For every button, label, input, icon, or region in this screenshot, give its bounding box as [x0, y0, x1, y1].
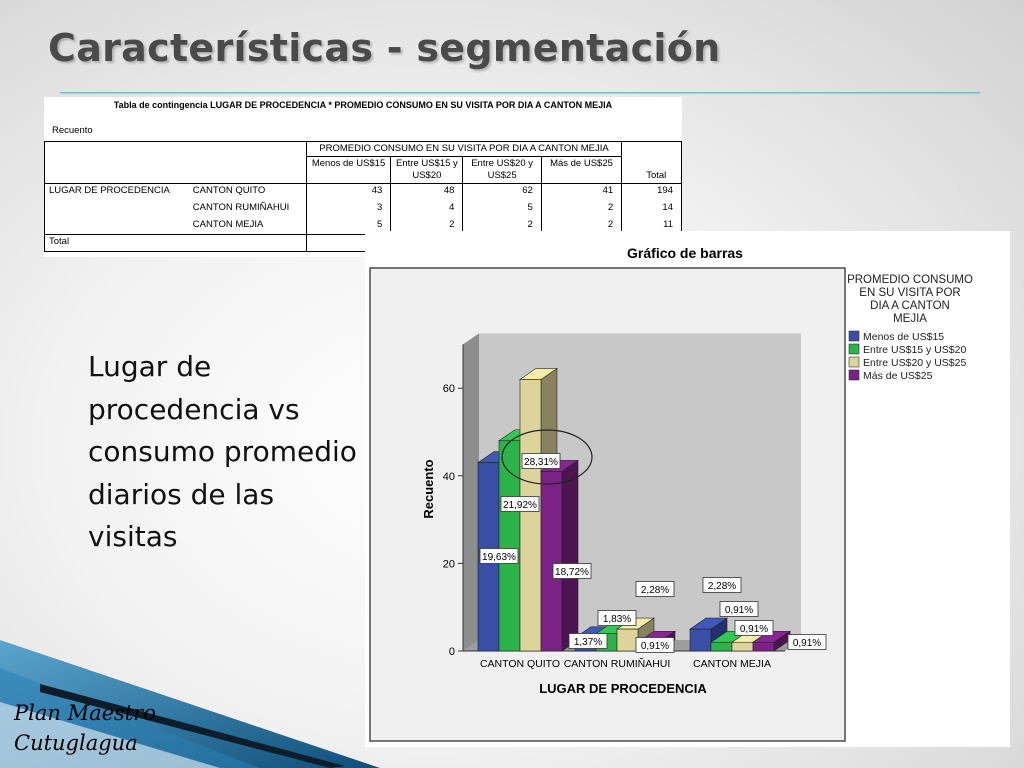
table-cell: 2	[541, 201, 621, 218]
group-header: PROMEDIO CONSUMO EN SU VISITA POR DIA A CANTON MEJIA	[306, 142, 621, 157]
data-label: 1,83%	[602, 614, 632, 625]
count-label: Recuento	[52, 125, 93, 136]
table-caption: Tabla de contingencia LUGAR DE PROCEDENCIA * PROMEDIO CONSUMO EN SU VISITA POR DIA A CANTON MEJIA	[113, 100, 613, 110]
bar	[732, 642, 753, 651]
bar	[753, 642, 774, 651]
table-cell: 2	[541, 218, 621, 235]
table-cell: 41	[541, 184, 621, 201]
data-label: 1,37%	[573, 637, 603, 648]
col-header: Menos de US$15	[306, 157, 391, 184]
data-label: 0,91%	[640, 641, 670, 652]
table-cell: 11	[622, 218, 682, 235]
table-cell: 2	[391, 218, 463, 235]
table-cell: 43	[306, 184, 391, 201]
legend-swatch	[849, 344, 859, 354]
table-cell: 4	[391, 201, 463, 218]
col-header: Más de US$25	[541, 157, 621, 184]
data-label: 2,28%	[707, 581, 737, 592]
table-cell: 3	[306, 201, 391, 218]
plot-side-wall	[463, 333, 479, 651]
table-cell: 48	[391, 184, 463, 201]
row-group-label: LUGAR DE PROCEDENCIA	[45, 184, 189, 235]
legend-swatch	[849, 370, 859, 380]
legend-entry: Entre US$15 y US$20	[863, 344, 967, 356]
x-axis-label: LUGAR DE PROCEDENCIA	[539, 681, 707, 696]
legend-title-line: EN SU VISITA POR	[859, 287, 961, 299]
legend-title-line: PROMEDIO CONSUMO	[847, 274, 973, 286]
table-cell: 5	[306, 218, 391, 235]
data-label: 0,91%	[792, 638, 822, 649]
chart-title: Gráfico de barras	[627, 245, 743, 261]
total-row-label: Total	[45, 235, 307, 252]
row-label: CANTON RUMIÑAHUI	[192, 201, 290, 213]
bar-chart	[365, 231, 1010, 747]
y-axis-label: Recuento	[421, 459, 436, 519]
table-cell: 14	[622, 201, 682, 218]
y-tick-label: 0	[448, 646, 455, 658]
legend-entry: Más de US$25	[863, 370, 933, 382]
bullet-text: Lugar de procedencia vs consumo promedio diarios de las visitas	[88, 350, 357, 553]
data-label: 2,28%	[640, 585, 670, 596]
bar-side	[562, 460, 578, 651]
footer-line: Plan Maestro	[14, 701, 156, 725]
row-label: CANTON QUITO	[192, 185, 266, 196]
col-header-total: Total	[622, 142, 682, 184]
y-tick-label: 40	[442, 470, 455, 483]
x-tick-label: CANTON QUITO	[479, 658, 561, 670]
legend-title-line: MEJIA	[893, 313, 927, 325]
bar	[541, 471, 562, 651]
table-cell: 5	[463, 201, 541, 218]
x-tick-label: CANTON RUMIÑAHUI	[563, 658, 671, 670]
col-header: Entre US$20 y US$25	[463, 157, 541, 184]
legend-swatch	[849, 331, 859, 341]
footer-signature	[14, 698, 156, 758]
legend-entry: Menos de US$15	[863, 331, 945, 343]
table-cell: 194	[622, 184, 682, 201]
legend-entry: Entre US$20 y US$25	[863, 357, 967, 369]
col-header: Entre US$15 y US$20	[391, 157, 463, 184]
data-label: 21,92%	[503, 500, 537, 511]
data-label: 19,63%	[482, 552, 516, 563]
row-label: CANTON MEJIA	[192, 218, 264, 230]
data-label: 0,91%	[724, 605, 754, 616]
corner-cell	[45, 142, 307, 184]
title-divider	[60, 92, 980, 93]
plot-area	[443, 333, 826, 670]
bar	[520, 379, 541, 651]
bar	[690, 629, 711, 651]
legend-swatch	[849, 357, 859, 367]
data-label: 0,91%	[739, 624, 769, 635]
y-tick-label: 20	[442, 558, 455, 571]
data-label: 28,31%	[524, 457, 558, 468]
y-tick-label: 60	[442, 383, 455, 396]
slide-title: Características - segmentación	[48, 26, 721, 70]
bar	[617, 629, 638, 651]
data-label: 18,72%	[555, 567, 589, 578]
table-cell: 2	[463, 218, 541, 235]
bar	[711, 642, 732, 651]
x-tick-label: CANTON MEJIA	[693, 658, 771, 670]
footer-line: Cutuglagua	[14, 731, 138, 755]
table-cell: 62	[463, 184, 541, 201]
legend-title-line: DIA A CANTON	[870, 300, 950, 312]
